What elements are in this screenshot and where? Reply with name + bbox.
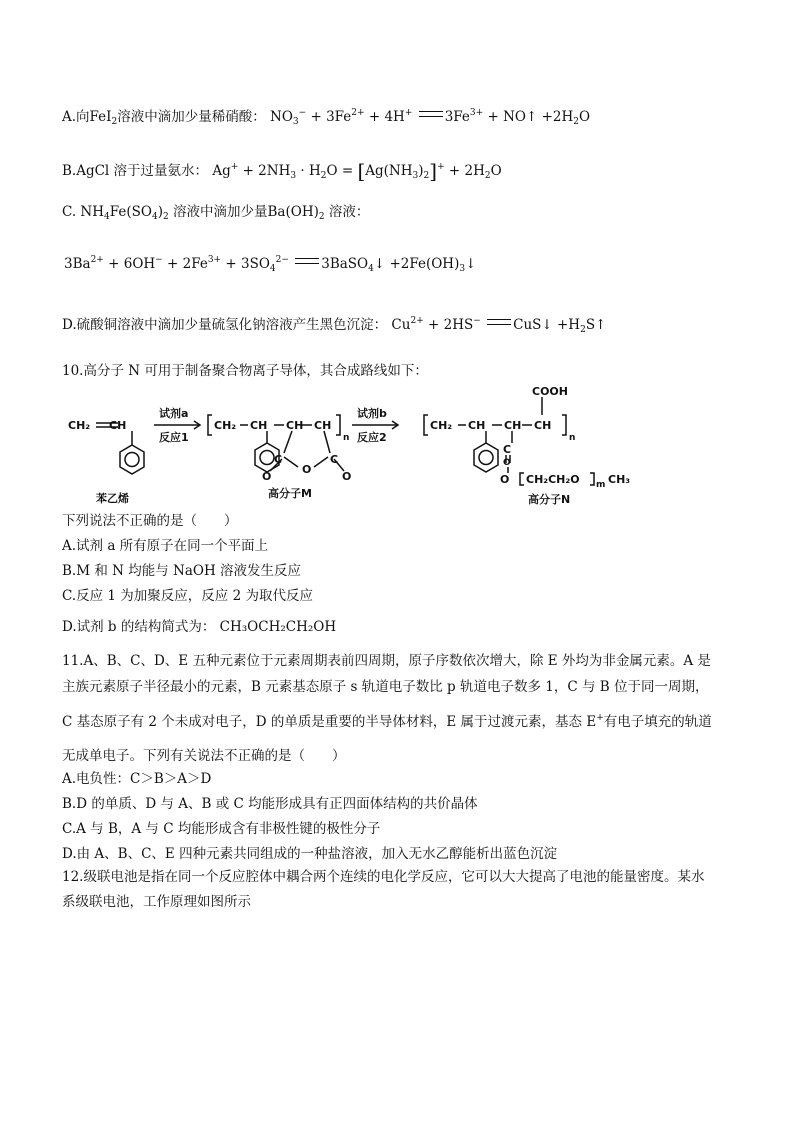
styrene-label: 苯乙烯 xyxy=(96,492,129,505)
svg-text:CH: CH xyxy=(250,419,268,432)
svg-text:CH₂: CH₂ xyxy=(430,419,453,432)
option-9c-label2: 溶液中滴加少量 xyxy=(173,204,268,220)
svg-text:CH₃: CH₃ xyxy=(608,473,631,486)
cooh-label: COOH xyxy=(532,385,568,398)
peg-bracket-right xyxy=(590,473,594,485)
option-9c-label: C. NH xyxy=(62,204,105,220)
q10-option-c: C.反应 1 为加聚反应，反应 2 为取代反应 xyxy=(62,588,313,604)
svg-text:CH₂: CH₂ xyxy=(214,419,237,432)
option-9d-label: D.硫酸铜溶液中滴加少量硫氢化钠溶液产生黑色沉淀： xyxy=(62,317,388,333)
q10-option-b: B.M 和 N 均能与 NaOH 溶液发生反应 xyxy=(62,563,302,579)
q11-line-3b: 有电子填充的轨道 xyxy=(603,714,712,730)
svg-text:CH: CH xyxy=(314,419,332,432)
svg-text:O: O xyxy=(262,470,272,483)
peg-bracket-left xyxy=(520,473,524,485)
q11-option-d: D.由 A、B、C、E 四种元素共同组成的一种盐溶液，加入无水乙醇能析出蓝色沉淀 xyxy=(62,846,558,862)
reaction-1-label: 反应1 xyxy=(159,431,189,444)
option-9a: A.向FeI$_2$溶液中滴加少量稀硝酸： $NO_3^- + 3Fe^{2+} + 4H^+$ $3Fe^{3+}$ + NO↑ $+2H_2O$ xyxy=(62,108,591,127)
q12-line-1: 12.级联电池是指在同一个反应腔体中耦合两个连续的电化学反应，它可以大大提高了电池的能量密度。某水 xyxy=(62,869,705,885)
q11-line-1: 11.A、B、C、D、E 五种元素位于元素周期表前四周期，原子序数依次增大，除 E 外均为非金属元素。A 是 xyxy=(62,653,711,669)
svg-text:CH₂: CH₂ xyxy=(68,419,91,432)
polymer-n-bracket-left xyxy=(424,415,428,435)
q11-line-3a: C 基态原子有 2 个未成对电子，D 的单质是重要的半导体材料，E 属于过渡元素，基态 E xyxy=(62,714,597,730)
option-9c: C. $NH_4Fe(SO_4)_2$ 溶液中滴加少量$Ba(OH)_2$ 溶液： xyxy=(62,204,370,222)
option-9c-label3: 溶液： xyxy=(328,204,370,220)
q11-line-3: C 基态原子有 2 个未成对电子，D 的单质是重要的半导体材料，E 属于过渡元素，基态 E+有电子填充的轨道 xyxy=(62,713,712,730)
svg-text:CH: CH xyxy=(109,419,127,432)
option-9c-equation: $3Ba^{2+} + 6OH^- + 2Fe^{3+} + 3SO_4^{2-}$ 3BaSO$_4$↓ $+2Fe(OH)_3↓$ xyxy=(64,255,477,274)
svg-text:CH: CH xyxy=(468,419,486,432)
svg-text:O: O xyxy=(342,470,352,483)
q11-line-2: 主族元素原子半径最小的元素，B 元素基态原子 s 轨道电子数比 p 轨道电子数多 1，C 与 B 位于同一周期， xyxy=(62,679,709,695)
q10-option-a: A.试剂 a 所有原子在同一个平面上 xyxy=(62,538,269,554)
q11-option-a: A.电负性：C＞B＞A＞D xyxy=(62,771,212,787)
option-9b: B.AgCl 溶于过量氨水： $Ag^+ + 2NH_3 \cdot H_2O = [Ag(NH_3)_2]^+ + 2H_2O$ xyxy=(62,159,502,183)
svg-text:n: n xyxy=(343,433,350,443)
polymer-m-bracket-right xyxy=(336,415,340,435)
reagent-b-label: 试剂b xyxy=(357,407,387,420)
polymer-n-bracket-right xyxy=(562,415,566,435)
q11-option-b: B.D 的单质、D 与 A、B 或 C 均能形成具有正四面体结构的共价晶体 xyxy=(62,796,478,812)
option-9b-label: B.AgCl 溶于过量氨水： xyxy=(62,163,209,179)
styrene-benzene-ring xyxy=(120,445,144,474)
polymer-m-bracket-left xyxy=(208,415,212,435)
q10-option-d-label: D.试剂 b 的结构简式为： xyxy=(62,619,216,635)
reaction-2-label: 反应2 xyxy=(357,431,387,444)
svg-text:C: C xyxy=(274,453,283,466)
option-9a-label2: 溶液中滴加少量稀硝酸： xyxy=(117,109,266,125)
polymer-n-benzene-ring xyxy=(474,443,498,472)
polymer-n-label: 高分子N xyxy=(528,493,571,506)
option-9a-label: A.向FeI xyxy=(62,109,112,125)
svg-text:O: O xyxy=(302,463,312,476)
svg-text:CH₂CH₂O: CH₂CH₂O xyxy=(526,473,580,486)
q10-option-d xyxy=(62,618,336,636)
option-9d: D.硫酸铜溶液中滴加少量硫氢化钠溶液产生黑色沉淀： $Cu^{2+} + 2HS^-$ CuS↓ $+H_2S↑$ xyxy=(62,316,607,335)
q12-line-2: 系级联电池，工作原理如图所示 xyxy=(62,894,251,910)
q10-option-d-formula: CH₃OCH₂CH₂OH xyxy=(219,619,337,635)
polymer-m-label: 高分子M xyxy=(268,487,312,500)
svg-text:n: n xyxy=(569,433,576,443)
svg-text:CH: CH xyxy=(504,419,522,432)
svg-text:C: C xyxy=(330,453,339,466)
svg-text:m: m xyxy=(596,480,606,490)
anhydride-ring xyxy=(284,431,292,453)
svg-text:O: O xyxy=(503,458,511,468)
svg-text:O: O xyxy=(500,473,510,486)
svg-text:C: C xyxy=(503,443,512,456)
q10-stem: 10.高分子 N 可用于制备聚合物离子导体，其合成路线如下： xyxy=(62,363,428,379)
q10-question: 下列说法不正确的是（ ） xyxy=(62,513,238,529)
svg-text:CH: CH xyxy=(286,419,304,432)
q11-option-c: C.A 与 B，A 与 C 均能形成含有非极性键的极性分子 xyxy=(62,821,381,837)
q10-synthesis-scheme xyxy=(62,383,642,508)
svg-text:CH: CH xyxy=(534,419,552,432)
q11-line-4: 无成单电子。下列有关说法不正确的是（ ） xyxy=(62,748,346,764)
reagent-a-label: 试剂a xyxy=(159,407,189,420)
